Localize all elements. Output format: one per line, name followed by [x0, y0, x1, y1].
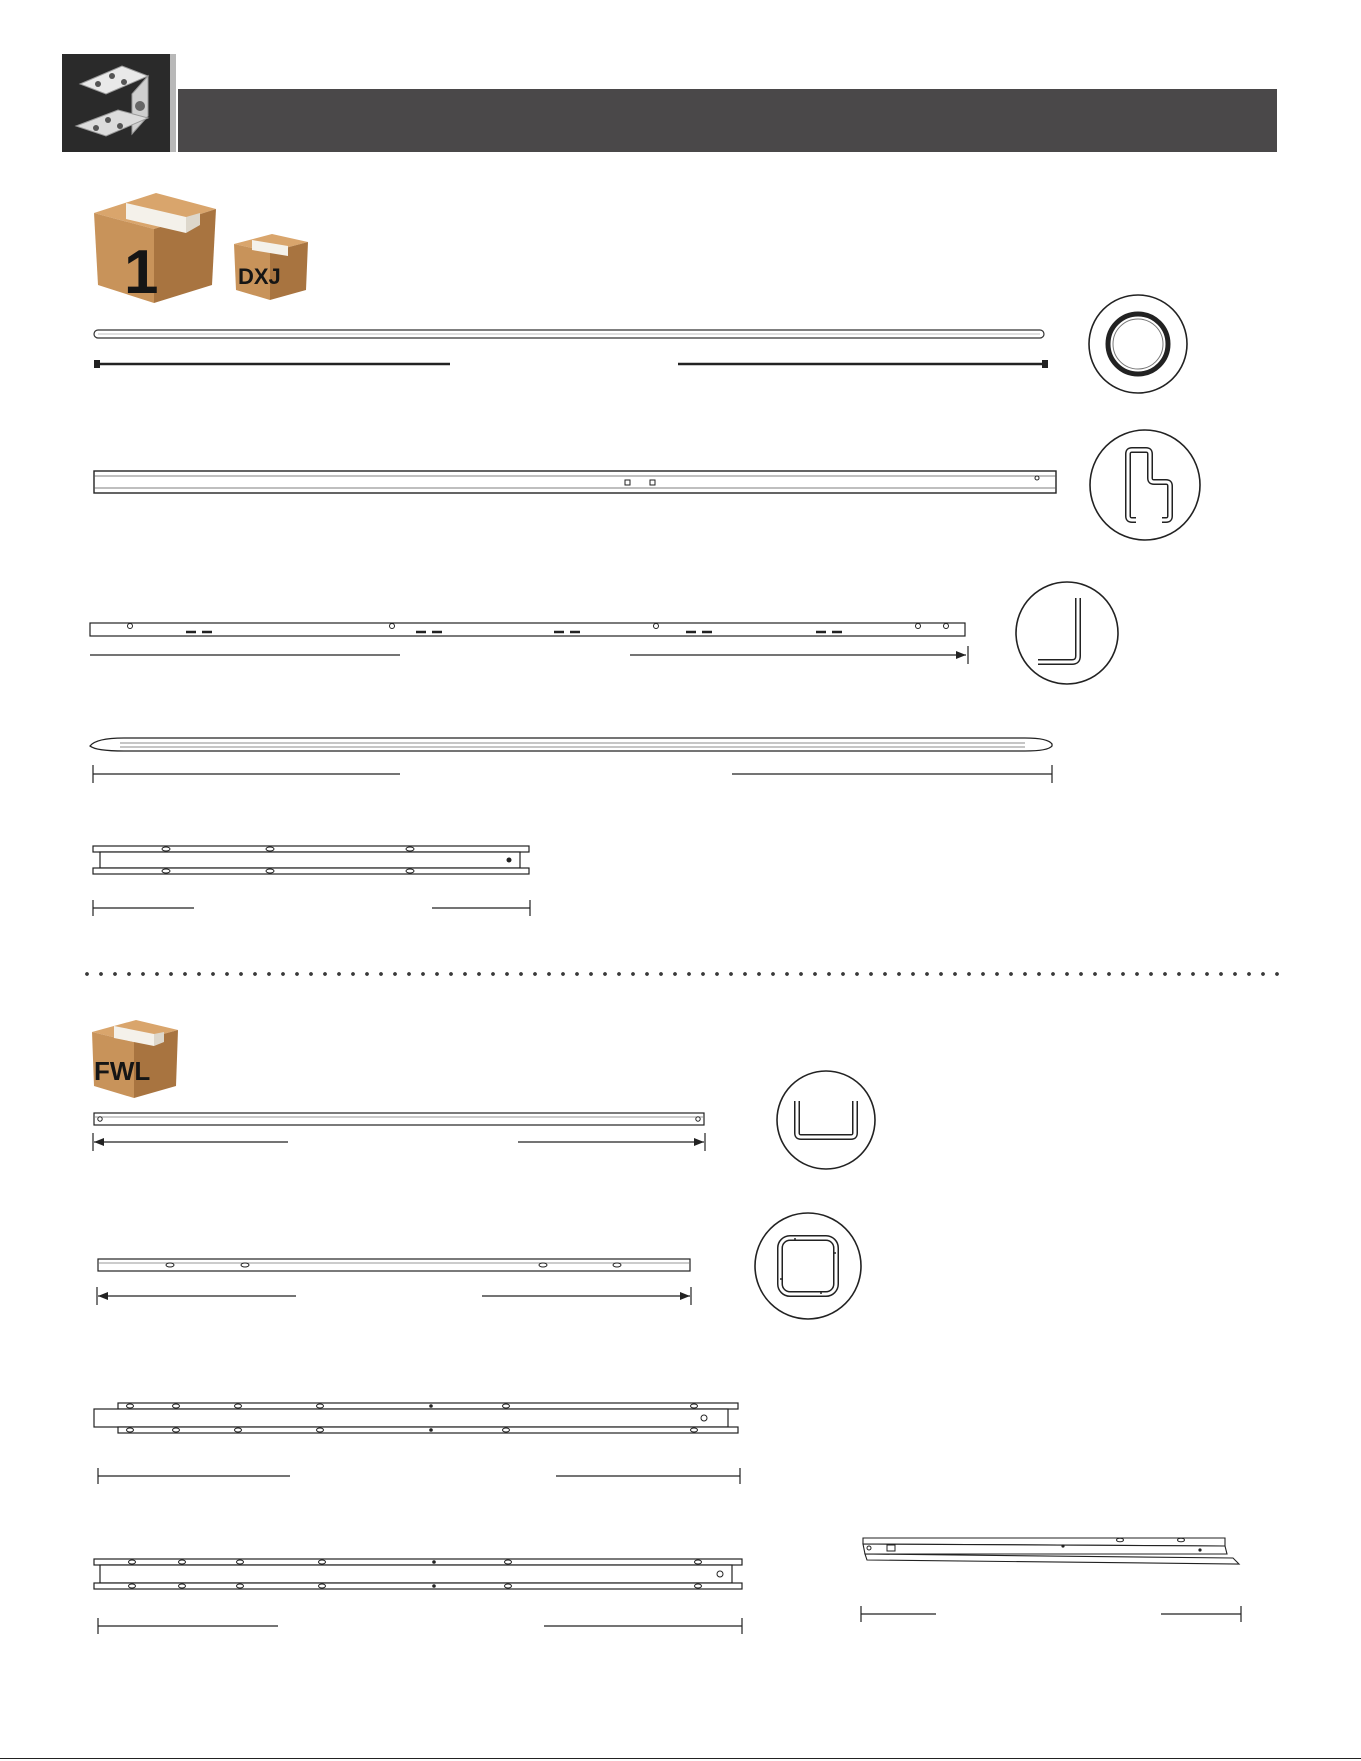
- header-stripe: [170, 54, 176, 152]
- page-bottom-rule: [0, 1758, 1361, 1759]
- angle-rail-dimension-line: [90, 646, 968, 664]
- square-tube-part: [90, 1255, 710, 1315]
- channel-rail-part: [90, 468, 1090, 498]
- round-tube-profile-detail: [1087, 293, 1189, 395]
- carton-fwl-icon: [88, 1018, 180, 1100]
- carton-dxj-label: DXJ: [238, 264, 281, 289]
- long-double-rail-b-part: [90, 1556, 750, 1638]
- carton-1-icon: [88, 193, 218, 305]
- section-divider: [80, 972, 1280, 976]
- header-bracket-icon: [62, 54, 170, 152]
- carton-1-label: 1: [124, 238, 159, 307]
- long-double-rail-a-dimension-line: [98, 1468, 740, 1484]
- carton-dxj-icon: [230, 232, 310, 302]
- header-bar: [178, 89, 1277, 152]
- angle-rail-profile-detail: [1014, 580, 1120, 686]
- carton-fwl-label: FWL: [94, 1056, 151, 1086]
- u-channel-part: [90, 1105, 710, 1155]
- square-tube-profile-detail: [753, 1211, 863, 1321]
- long-double-rail-a-part: [90, 1400, 750, 1485]
- u-channel-dimension-line: [93, 1133, 705, 1151]
- angle-rail-part: [90, 615, 970, 665]
- square-tube-dimension-line: [97, 1287, 691, 1305]
- channel-rail-profile-detail: [1088, 428, 1202, 542]
- angled-rail-assembly-dimension-line: [861, 1606, 1241, 1622]
- long-double-rail-b-dimension-line: [98, 1618, 742, 1634]
- flat-bar-part: [90, 730, 1060, 790]
- short-double-rail-part: [90, 842, 540, 917]
- round-tube-dimension-line: [94, 360, 1048, 368]
- round-tube-part: [90, 320, 1150, 400]
- u-channel-profile-detail: [775, 1069, 877, 1171]
- flat-bar-dimension-line: [93, 765, 1052, 783]
- angled-rail-assembly-part: [855, 1532, 1255, 1632]
- short-double-rail-dimension-line: [93, 900, 530, 916]
